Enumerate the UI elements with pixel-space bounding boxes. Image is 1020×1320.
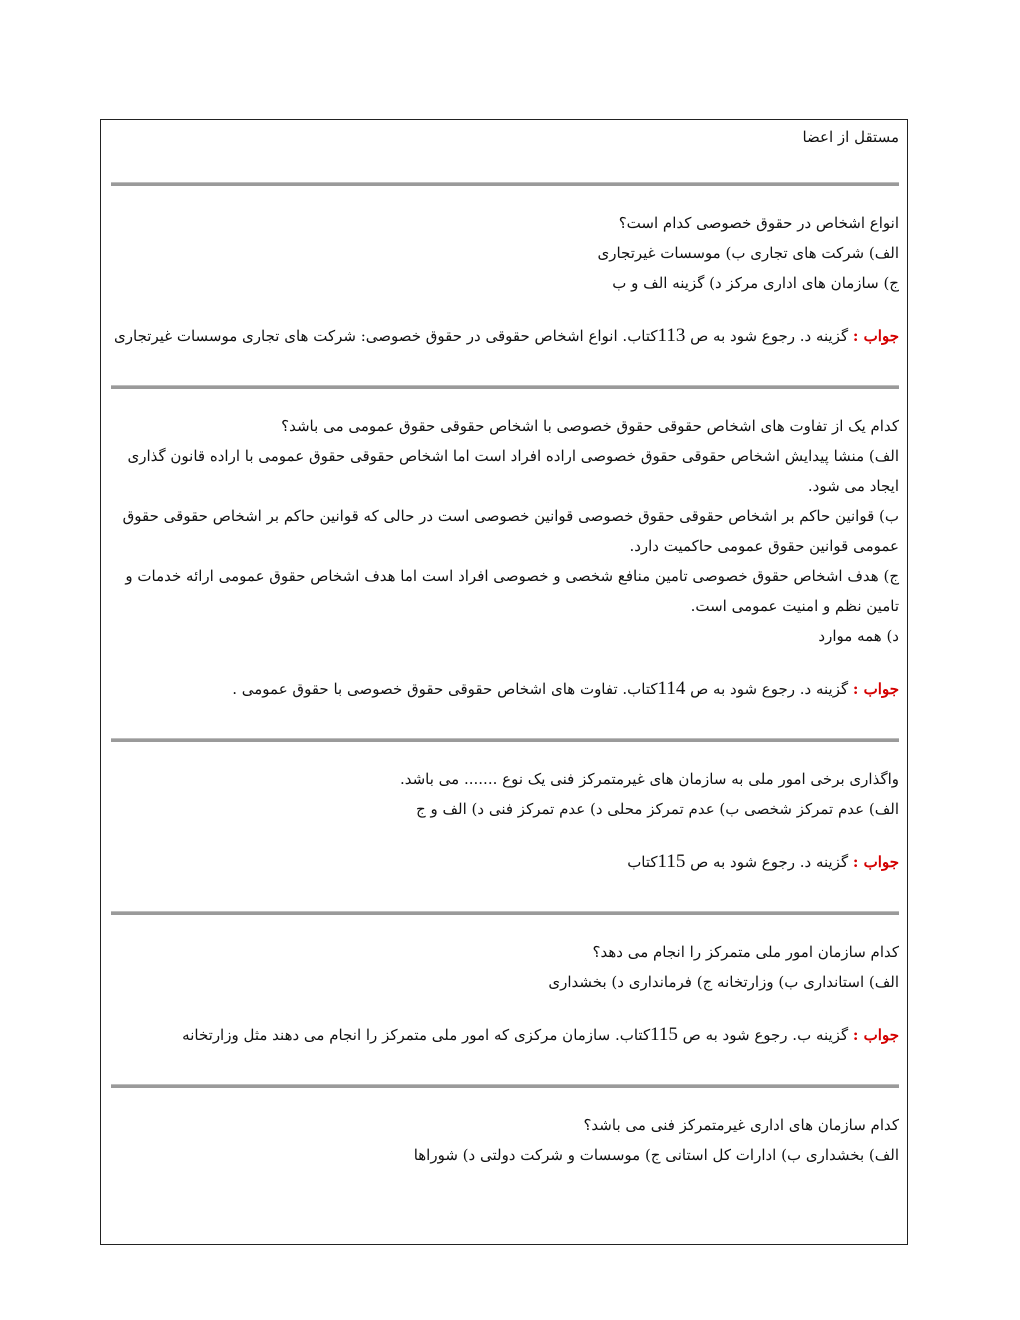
answer-page-number: 114 [657, 678, 686, 699]
answer-line [111, 321, 899, 351]
answer-page-number: 115 [650, 1024, 678, 1045]
option-line: ج) هدف اشخاص حقوق خصوصی تامین منافع شخصی و خصوصی افراد است اما هدف اشخاص حقوق عمومی ارائه خدمات و تامین نظم و امنیت عمومی است. [125, 567, 899, 615]
question-block-5 [111, 1088, 899, 1170]
document-page [100, 119, 908, 1245]
option-line: الف) بخشداری ب) ادارات کل استانی ج) موسسات و شرکت دولتی د) شوراها [413, 1146, 899, 1164]
answer-label: جواب : [852, 327, 899, 345]
answer-text: کتاب [627, 853, 658, 871]
answer-label: جواب : [852, 853, 899, 871]
question-block-4 [111, 915, 899, 1084]
answer-line [111, 1020, 899, 1050]
question-text: کدام یک از تفاوت های اشخاص حقوقی حقوق خصوصی با اشخاص حقوقی حقوق عمومی می باشد؟ [281, 417, 899, 435]
answer-text: گزینه د. رجوع شود به ص [690, 680, 849, 698]
option-line: ج) سازمان های اداری مرکز د) گزینه الف و ب [612, 274, 899, 292]
option-line: الف) عدم تمرکز شخصی ب) عدم تمرکز محلی د) عدم تمرکز فنی د) الف و ج [416, 800, 899, 818]
question-text: واگذاری برخی امور ملی به سازمان های غیرمتمرکز فنی یک نوع ....... می باشد. [399, 770, 899, 788]
option-line: الف) منشا پیدایش اشخاص حقوقی حقوق خصوصی اراده افراد است اما اشخاص حقوقی حقوق عمومی با اراده قانون گذاری ایجاد می شود. [127, 447, 899, 495]
option-line: د) همه موارد [818, 627, 899, 645]
answer-text: گزینه د. رجوع شود به ص [690, 853, 849, 871]
answer-page-number: 113 [657, 325, 686, 346]
question-block-2 [111, 389, 899, 738]
option-line: الف) شرکت های تجاری ب) موسسات غیرتجاری [597, 244, 899, 262]
question-text: انواع اشخاص در حقوق خصوصی کدام است؟ [618, 214, 899, 232]
header-fragment: مستقل از اعضا [802, 128, 899, 146]
answer-label: جواب : [852, 1026, 899, 1044]
option-line: ب) قوانین حاکم بر اشخاص حقوقی حقوق خصوصی قوانین خصوصی است در حالی که قوانین حاکم بر اشخاص حقوقی حقوق عمومی قوانین حقوق عمومی حاکمیت دارد. [122, 507, 899, 555]
answer-label: جواب : [852, 680, 899, 698]
question-block-1 [111, 186, 899, 385]
answer-line [111, 674, 899, 704]
answer-text: کتاب. انواع اشخاص حقوقی در حقوق خصوصی: شرکت های تجاری موسسات غیرتجاری [114, 327, 658, 345]
answer-text: کتاب. سازمان مرکزی که امور ملی متمرکز را انجام می دهند مثل وزارتخانه [182, 1026, 651, 1044]
question-text: کدام سازمان امور ملی متمرکز را انجام می دهد؟ [592, 943, 899, 961]
answer-text: گزینه د. رجوع شود به ص [690, 327, 849, 345]
answer-text: گزینه ب. رجوع شود به ص [682, 1026, 849, 1044]
question-block-3 [111, 742, 899, 911]
answer-line [111, 847, 899, 877]
answer-page-number: 115 [657, 851, 686, 872]
question-text: کدام سازمان های اداری غیرمتمرکز فنی می باشد؟ [583, 1116, 899, 1134]
option-line: الف) استانداری ب) وزارتخانه ج) فرمانداری د) بخشداری [548, 973, 899, 991]
answer-text: کتاب. تفاوت های اشخاص حقوقی حقوق خصوصی با حقوق عمومی . [232, 680, 658, 698]
